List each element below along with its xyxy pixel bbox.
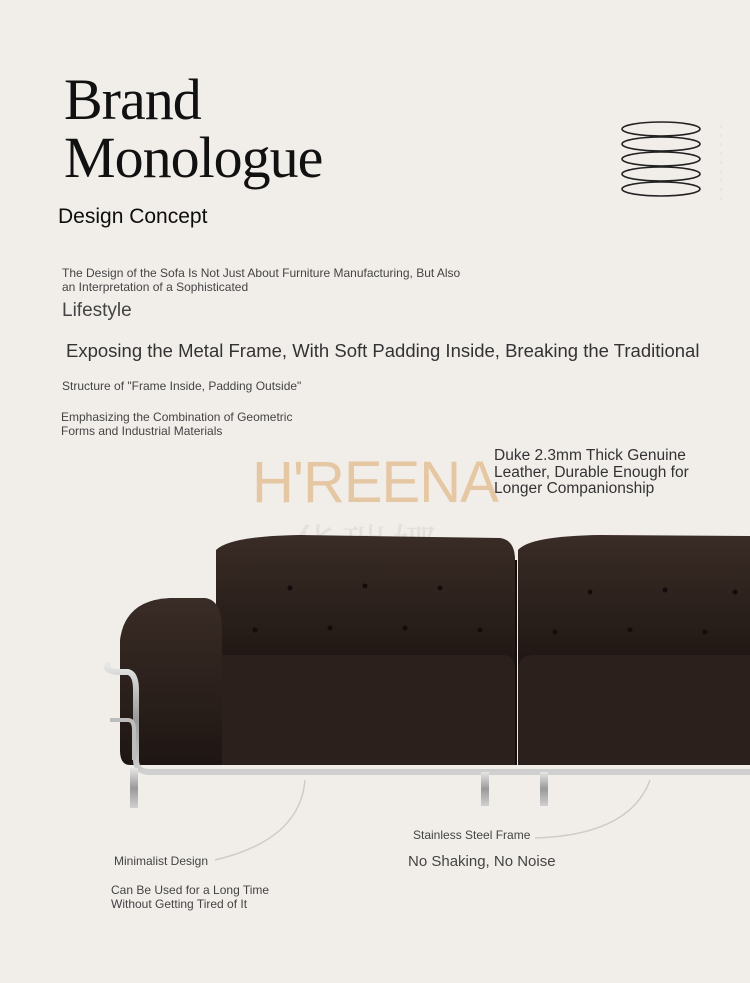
design-concept-heading: Design Concept xyxy=(58,205,208,228)
callout-lines xyxy=(0,760,750,900)
spring-icon xyxy=(608,115,728,210)
lifestyle-text: Lifestyle xyxy=(62,300,132,321)
title-monologue: Monologue xyxy=(64,125,323,190)
no-shaking-text: No Shaking, No Noise xyxy=(408,853,556,870)
title-brand: Brand xyxy=(64,67,201,132)
exposing-text: Exposing the Metal Frame, With Soft Padding Inside, Breaking the Traditional xyxy=(66,340,700,361)
steel-frame-label: Stainless Steel Frame xyxy=(413,828,531,842)
emphasis-text: Emphasizing the Combination of Geometric Forms and Industrial Materials xyxy=(61,410,293,438)
brand-logo-latin: H'REENA xyxy=(252,450,498,515)
structure-text: Structure of "Frame Inside, Padding Outside" xyxy=(62,379,302,393)
leather-feature-text: Duke 2.3mm Thick Genuine Leather, Durable Enough for Longer Companionship xyxy=(494,447,689,497)
long-time-text: Can Be Used for a Long Time Without Getting Tired of It xyxy=(111,883,270,911)
minimalist-label: Minimalist Design xyxy=(114,854,209,868)
intro-text: The Design of the Sofa Is Not Just About Furniture Manufacturing, But Also an Interpretation of a Sophisticated xyxy=(62,266,461,294)
